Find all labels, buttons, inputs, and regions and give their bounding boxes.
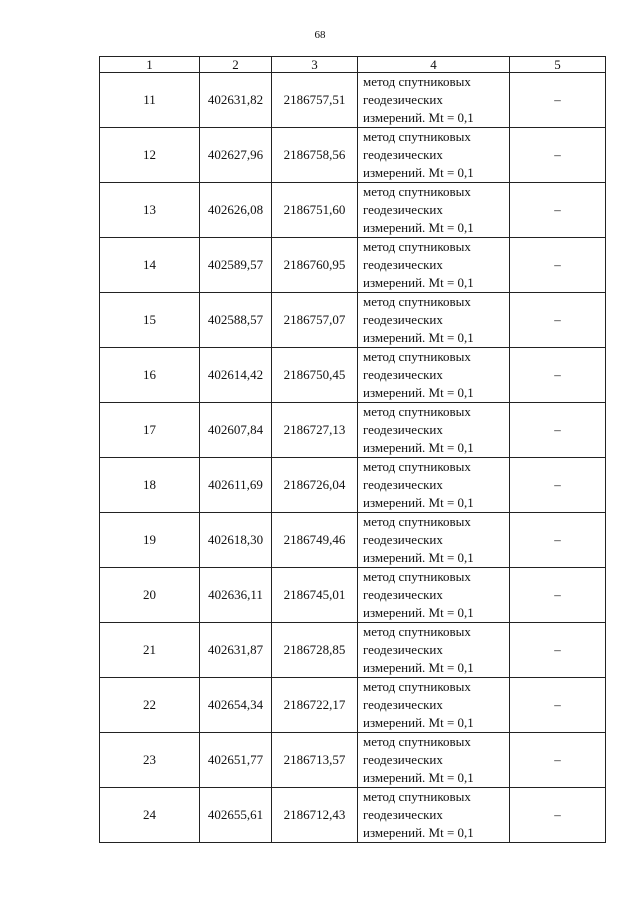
coordinate-y: 2186749,46 [272,513,358,568]
point-number: 21 [100,623,200,678]
coordinate-x: 402631,82 [200,73,272,128]
method-line: метод спутниковых [363,184,471,199]
method-line: геодезических [363,532,443,547]
table-row [100,73,606,128]
method-line: метод спутниковых [363,679,471,694]
method-line: измерений. Mt = 0,1 [363,110,474,125]
note-dash: – [510,678,606,733]
method-line: измерений. Mt = 0,1 [363,495,474,510]
note-dash: – [510,293,606,348]
table-row [100,458,606,513]
table-header-row [100,57,606,73]
method-line: геодезических [363,92,443,107]
table-row [100,128,606,183]
note-dash: – [510,73,606,128]
coordinate-x: 402626,08 [200,183,272,238]
coordinate-x: 402611,69 [200,458,272,513]
method-description [358,403,510,458]
coordinate-x: 402607,84 [200,403,272,458]
coordinate-x: 402618,30 [200,513,272,568]
note-dash: – [510,513,606,568]
table-row [100,733,606,788]
note-dash: – [510,348,606,403]
method-line: геодезических [363,422,443,437]
method-line: измерений. Mt = 0,1 [363,165,474,180]
table-row [100,568,606,623]
coordinate-x: 402588,57 [200,293,272,348]
coordinates-table [99,56,606,843]
method-line: метод спутниковых [363,349,471,364]
table-row [100,238,606,293]
point-number: 14 [100,238,200,293]
point-number: 13 [100,183,200,238]
method-line: геодезических [363,807,443,822]
method-description [358,128,510,183]
point-number: 20 [100,568,200,623]
method-line: геодезических [363,367,443,382]
coordinate-y: 2186758,56 [272,128,358,183]
note-dash: – [510,458,606,513]
table-row [100,403,606,458]
method-line: измерений. Mt = 0,1 [363,440,474,455]
method-line: метод спутниковых [363,734,471,749]
header-col-2: 2 [200,57,272,73]
coordinate-x: 402651,77 [200,733,272,788]
coordinate-x: 402654,34 [200,678,272,733]
table-row [100,513,606,568]
method-description [358,788,510,843]
method-line: измерений. Mt = 0,1 [363,330,474,345]
coordinate-y: 2186712,43 [272,788,358,843]
method-line: геодезических [363,642,443,657]
note-dash: – [510,183,606,238]
table-row [100,348,606,403]
coordinate-x: 402655,61 [200,788,272,843]
note-dash: – [510,128,606,183]
method-line: измерений. Mt = 0,1 [363,385,474,400]
coordinate-y: 2186757,07 [272,293,358,348]
point-number: 22 [100,678,200,733]
method-line: метод спутниковых [363,129,471,144]
method-line: измерений. Mt = 0,1 [363,660,474,675]
note-dash: – [510,238,606,293]
point-number: 17 [100,403,200,458]
method-description [358,183,510,238]
note-dash: – [510,568,606,623]
method-description [358,458,510,513]
point-number: 15 [100,293,200,348]
method-line: метод спутниковых [363,74,471,89]
note-dash: – [510,623,606,678]
method-line: геодезических [363,147,443,162]
table-row [100,678,606,733]
table-row [100,788,606,843]
method-line: метод спутниковых [363,459,471,474]
method-description [358,73,510,128]
coordinate-y: 2186722,17 [272,678,358,733]
coordinate-y: 2186727,13 [272,403,358,458]
table-row [100,183,606,238]
method-description [358,623,510,678]
method-description [358,513,510,568]
table-body [100,73,606,843]
note-dash: – [510,788,606,843]
coordinate-y: 2186728,85 [272,623,358,678]
point-number: 11 [100,73,200,128]
method-line: геодезических [363,697,443,712]
header-col-1: 1 [100,57,200,73]
method-line: измерений. Mt = 0,1 [363,825,474,840]
method-line: метод спутниковых [363,404,471,419]
method-description [358,678,510,733]
point-number: 12 [100,128,200,183]
coordinate-y: 2186757,51 [272,73,358,128]
method-description [358,348,510,403]
table-row [100,623,606,678]
coordinate-y: 2186760,95 [272,238,358,293]
page-number: 68 [314,29,326,41]
coordinate-y: 2186745,01 [272,568,358,623]
coordinate-y: 2186713,57 [272,733,358,788]
point-number: 24 [100,788,200,843]
method-line: измерений. Mt = 0,1 [363,605,474,620]
method-line: метод спутниковых [363,514,471,529]
point-number: 19 [100,513,200,568]
method-line: измерений. Mt = 0,1 [363,770,474,785]
coordinate-y: 2186750,45 [272,348,358,403]
coordinate-y: 2186751,60 [272,183,358,238]
method-line: измерений. Mt = 0,1 [363,715,474,730]
method-line: измерений. Mt = 0,1 [363,550,474,565]
note-dash: – [510,403,606,458]
method-line: геодезических [363,752,443,767]
coordinate-y: 2186726,04 [272,458,358,513]
header-col-3: 3 [272,57,358,73]
coordinate-x: 402636,11 [200,568,272,623]
method-description [358,568,510,623]
method-line: геодезических [363,477,443,492]
method-line: геодезических [363,587,443,602]
coordinate-x: 402627,96 [200,128,272,183]
method-line: метод спутниковых [363,239,471,254]
point-number: 18 [100,458,200,513]
method-line: метод спутниковых [363,294,471,309]
method-line: метод спутниковых [363,624,471,639]
note-dash: – [510,733,606,788]
coordinate-x: 402589,57 [200,238,272,293]
method-description [358,293,510,348]
method-line: метод спутниковых [363,569,471,584]
method-line: геодезических [363,257,443,272]
method-line: геодезических [363,312,443,327]
table-row [100,293,606,348]
method-description [358,238,510,293]
method-description [358,733,510,788]
method-line: метод спутниковых [363,789,471,804]
point-number: 23 [100,733,200,788]
header-col-5: 5 [510,57,606,73]
coordinate-x: 402631,87 [200,623,272,678]
coordinate-x: 402614,42 [200,348,272,403]
point-number: 16 [100,348,200,403]
header-col-4: 4 [358,57,510,73]
method-line: измерений. Mt = 0,1 [363,220,474,235]
method-line: измерений. Mt = 0,1 [363,275,474,290]
method-line: геодезических [363,202,443,217]
